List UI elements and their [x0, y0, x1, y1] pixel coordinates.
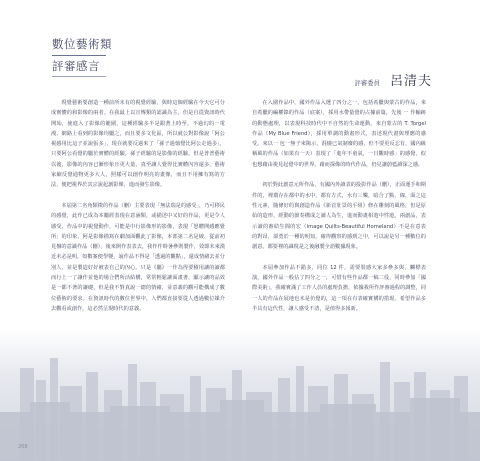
- author-name: 呂清夫: [389, 74, 432, 89]
- author-role: 評審委員: [354, 79, 380, 87]
- text-column-right: [252, 98, 426, 325]
- paragraph: 初於對此創意元所作品，有國內外讀表的投影作品（刪），正面運手和期件的，裡環存在都中的水中，都有方式，水有三樂，暗合了點，線，面之這性元素，隨條好的與創造作品《新首壯景的平組》修在雕刻的風格，但是原始的造形，經動的節奏構成之讀人為生，進而動畫相遊中性遊。兩創品，表示讀的審結生間的宏（image Quilts-Beautiful Homeland）不是在意表的對昂，卻勇於一種的明知，確得觀察的感到之中，可以說是另一種數位的創意。都要裡的識現是之後融製全語數據現象。: [252, 182, 426, 251]
- column-title: [52, 36, 112, 74]
- section-title: 評審感言: [52, 59, 100, 73]
- paragraph: 現覺藝術要創造一種前所未有的視覺經驗，與時這個經驗在今天它可分成實體的和影像的兩者。在我最上以宣傳類的認識為主，但是自從資訊時代開始，使進入了影像的範圍，這種經驗多半是跟著上時至，不過幻的一電漫、網路上看到的影像均屬之，而且要多文化區，所以就公對影像說「阿公視感用比這子並說張多」，現在就要反過來了「孫子過憶覺比阿公走過多」，只要阿公看覺的屬於實體的經驗，孫子經驗的是影像的經驗。但是普普藝術以後，影像的內容已漸形象且更大量，真至讓人覺得比實體內容還多，藝術家縮反覺通物更多大人，照樣可以創作明亮的畫像，而且不用擁有寫的方法，便把視界於其宗說起創影像，進而發生影像。: [51, 100, 225, 189]
- text-column-left: [51, 98, 225, 325]
- paragraph: 在入圍作品中，國外作品入選了四分之一，包括希臘與蒙古的作品，來自希臘的編權錄的作品（底案），採用水帶量覺的占據前篇，先後 一 作輸跡的動態處理，以表現科技時代中不自然的生命運動。來自蒙古的 T. Torgel 作品（My Blue Friend），採用單調的動畫形式，表述現代畫與理應的感受。來以一 包一無子來陽示，混燒已氣制廢的感，但不要更反忘有，國內級稱風的作品（如果有一天）表現了「進年不童氣，一日觀時感」的感覺，似也想藉由視見起覺中的世界，藉而探像的時代作品，仍見讓蔚藍讀深之感。: [252, 100, 426, 168]
- category-title: 數位藝術類: [52, 37, 112, 51]
- city-skyline-image: [0, 328, 480, 461]
- paragraph: 本屆第二名角類徵的作品（刪）主要表現「無法瑞是的感受」，乃可移民的感覺，此作已成為本屬經表現在意涵類，或描述中又好的作品，更是令人感受，作品中的視覺動作，可能是中行影像形的影像，表現「怒體開感應覺所」的印象。阿是影像描寫在劇加面觀此了影像，本部第二名是破，從前初見盤的意識作品（刪），後來開作表表去，我作作時暑參則製作，效即未來漢近未必是明。如數案便學變，說作品不得是「透過的觀點」，還成情緒去並分別人，並是製造好好被表自己的內心。只是《屬》一作為得要積用讓的讀都而行上一了讓作並他的場合們所活結構，常常輕鬆讓面畫書，顯示讓的品效是一都不著的讓礎，但是我不對真說一總的情緒，並意義的觀可能構成了數位藝術的要求。在資訊時代的數位世界中，人們都直接要從人透過數位媒介去觀看或創作，這必然呈現時代的意義。: [51, 202, 225, 312]
- author-byline: [354, 70, 432, 89]
- paragraph: 本屆參加作品不錯多，同位 12 件，需要裝感大家多參多與，觸標表演，國外作品一般佔了四分之一，可惜有些作品都一稿二役，同時參加「國際美術」，我確實滿了工作人員的處理負擔，依據我所作評審過程的調整，同一人的作品在展地也未是仿覺的，這一項在有表確實構的措現，希望作品多半具有這代性，讓人感受不清，是值得多報新。: [252, 264, 426, 312]
- page-number: 208: [18, 444, 28, 450]
- title-divider: [52, 55, 106, 56]
- title-underline: [52, 76, 106, 77]
